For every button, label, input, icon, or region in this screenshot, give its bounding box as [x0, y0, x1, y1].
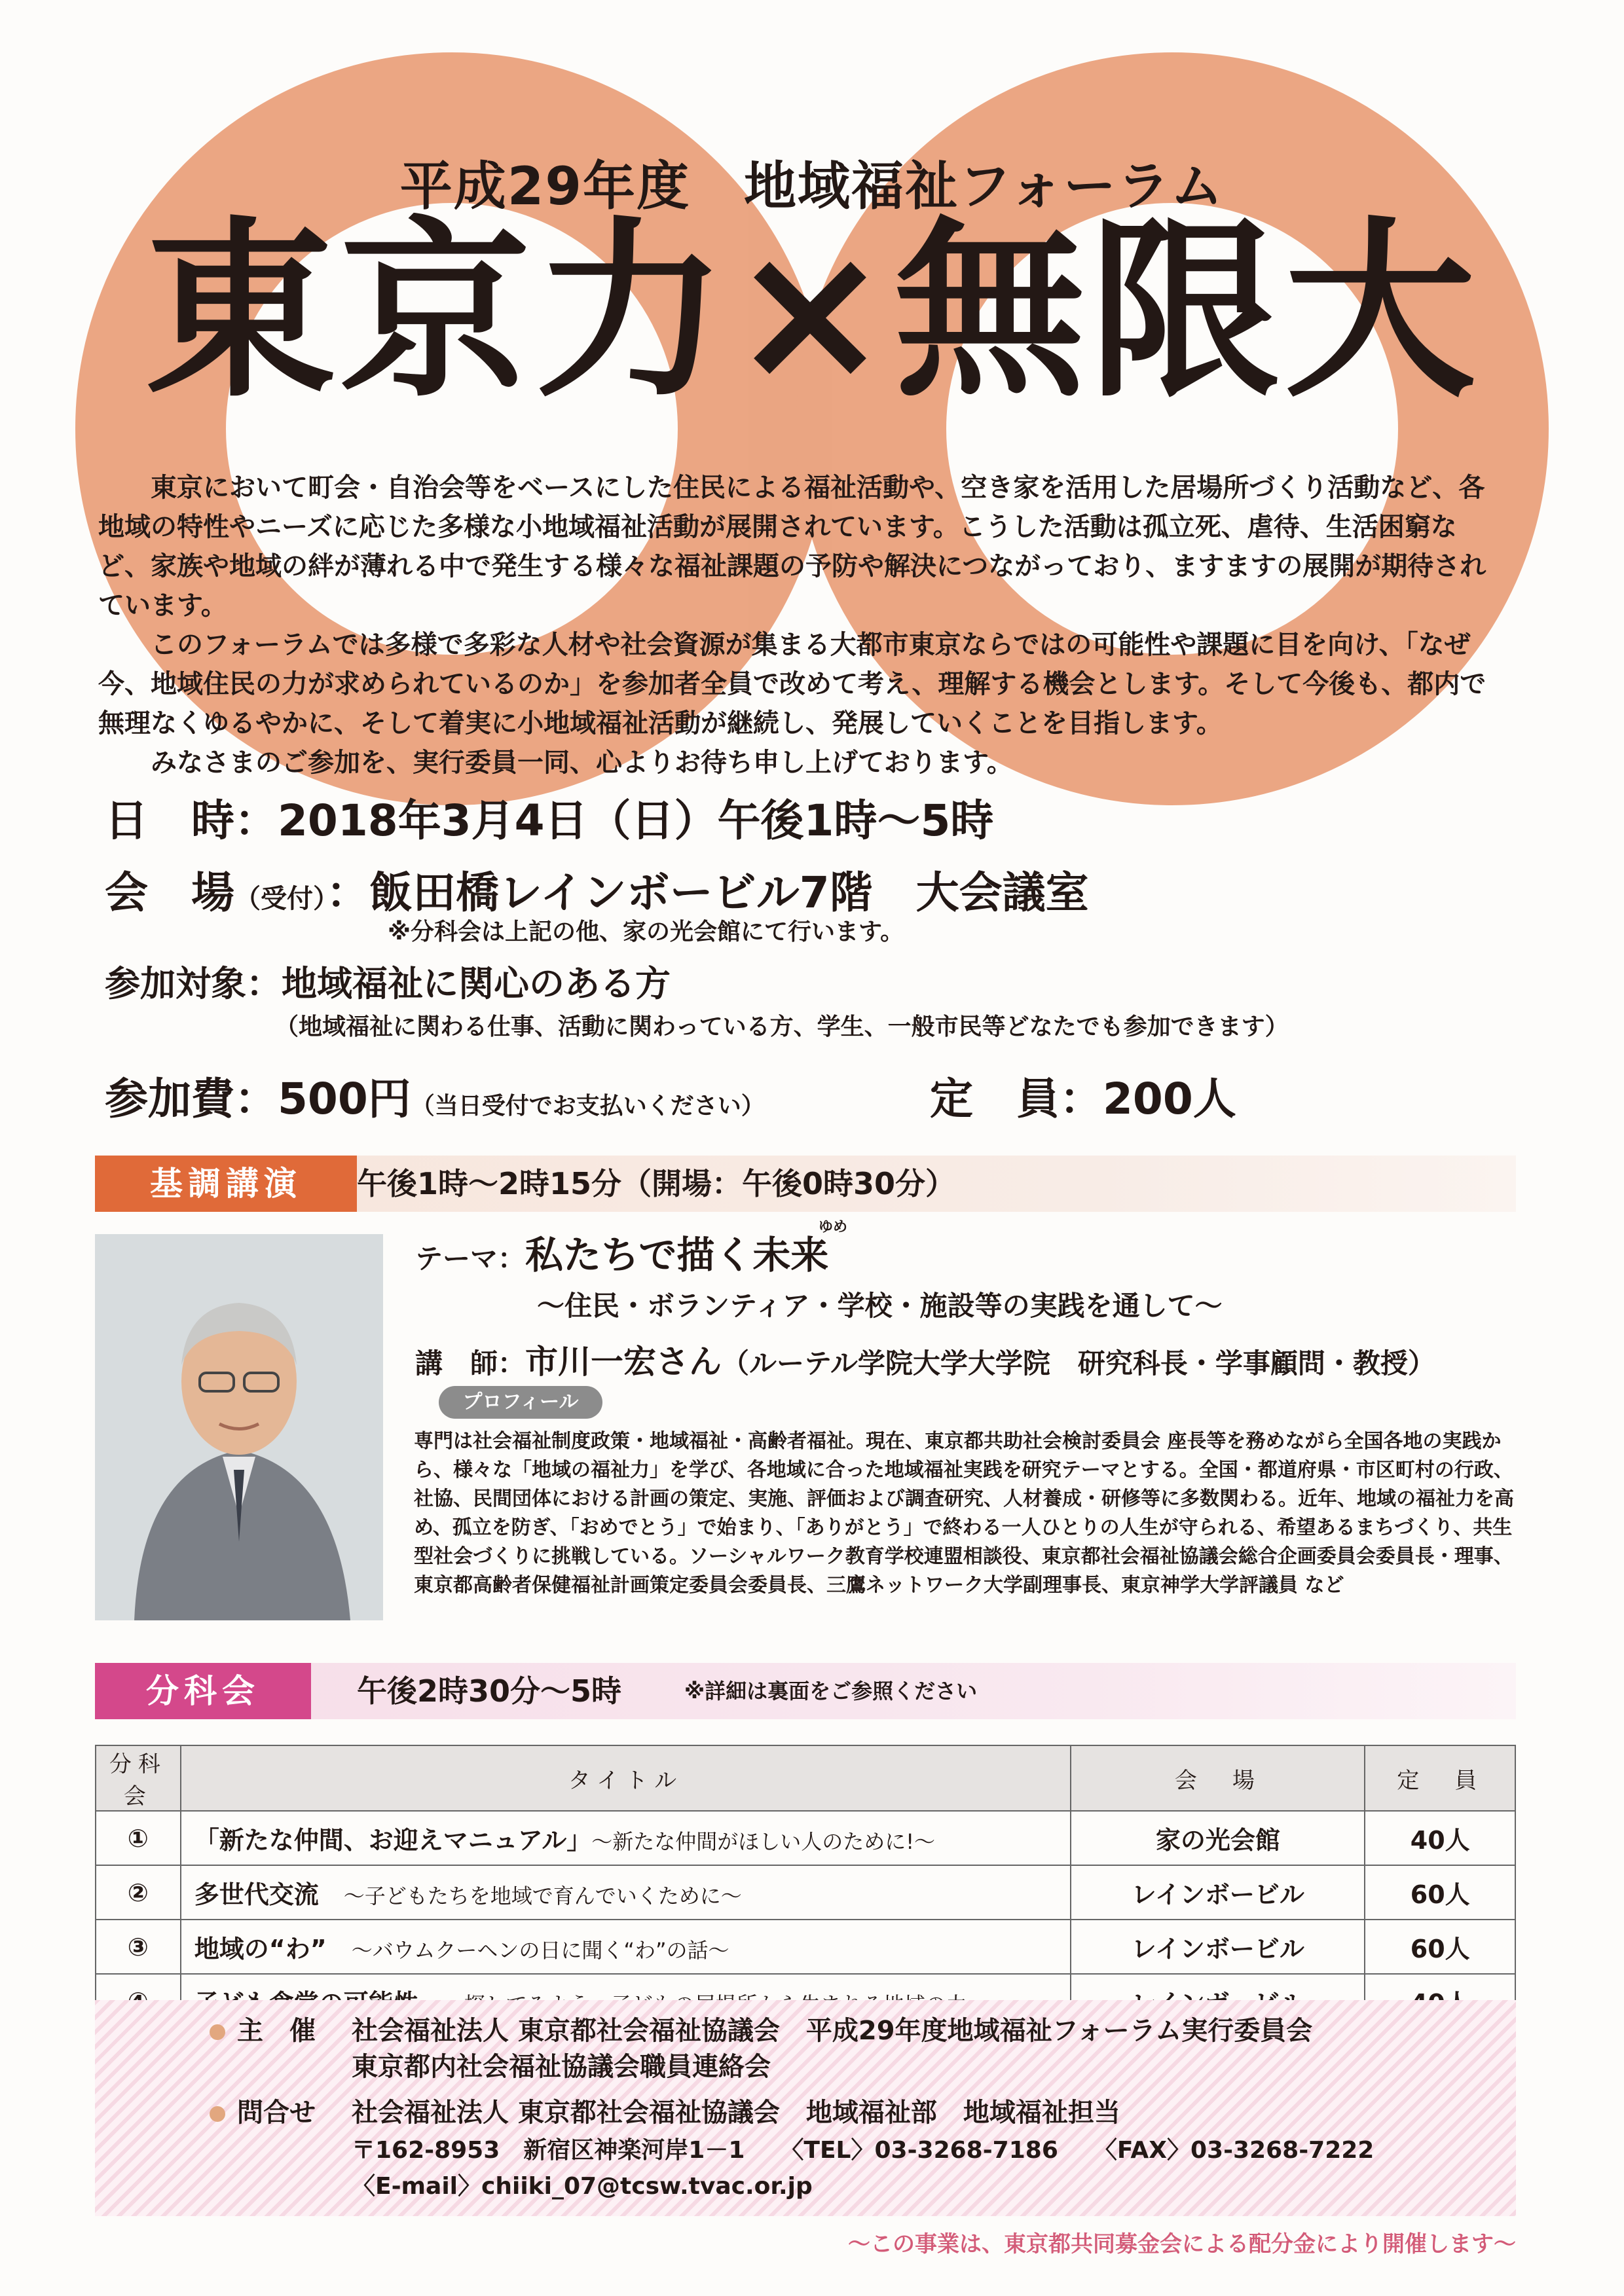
intro-paragraph-1: 東京において町会・自治会等をベースにした住民による福祉活動や、空き家を活用した居場所づくり活動など、各地域の特性やニーズに応じた多様な小地域福祉活動が展開されています。こうした活動は孤立死、虐待、生活困窮など、家族や地域の絆が薄れる中で発生する様々な福祉課題の予防や解決につながっており、ますますの展開が期待されています。	[98, 473, 1486, 621]
session-subtitle: ～バウムクーヘンの日に聞く“わ”の話～	[351, 1938, 729, 1963]
profile-text: 専門は社会福祉制度政策・地域福祉・高齢者福祉。現在、東京都共助社会検討委員会 座長等を務めながら全国各地の実践から、様々な「地域の福祉力」を学び、各地域に合った地域福祉実践を研究テーマとする。全国・都道府県・市区町村の行政、社協、民間団体における計画の策定、実施、評価および調査研究、人材養成・研修等に多数関わる。近年、地域の福祉力を高め、孤立を防ぎ、「おめでとう」で始まり、「ありがとう」で終わる一人ひとりの人生が守られる、希望あるまちづくり、共生型社会づくりに挑戦している。ソーシャルワーク教育学校連盟相談役、東京都社会福祉協議会総合企画委員会委員長・理事、東京都高齢者保健福祉計画策定委員会委員長、三鷹ネットワーク大学副理事長、東京神学大学評議員 など	[414, 1430, 1514, 1597]
session-number: ③	[96, 1920, 181, 1974]
forum-title: 東京力×無限大	[144, 200, 1480, 423]
session-title: 地域の“わ”	[194, 1935, 327, 1963]
date-value: 2018年3月4日（日）午後1時～5時	[278, 795, 994, 846]
contact-line-1: 社会福祉法人 東京都社会福祉協議会 地域福祉部 地域福祉担当	[352, 2098, 1120, 2128]
event-fee-row	[105, 1064, 765, 1126]
theme-label: テーマ：	[415, 1243, 526, 1275]
session-section-bar	[95, 1663, 1516, 1719]
event-capacity-row	[930, 1064, 1236, 1126]
intro-text	[98, 468, 1506, 782]
theme-title: 私たちで描く未来	[525, 1233, 829, 1277]
header-session: 分科会	[96, 1745, 181, 1811]
contact-details	[352, 2133, 1374, 2168]
header-venue: 会 場	[1071, 1745, 1365, 1811]
keynote-section-bar	[95, 1156, 1516, 1212]
contact-row	[210, 2095, 1120, 2130]
table-header-row	[96, 1745, 1515, 1811]
target-label: 参加対象：	[105, 963, 282, 1004]
host-row	[210, 2013, 1312, 2049]
session-capacity: 60人	[1365, 1865, 1515, 1920]
header-title: タイトル	[181, 1745, 1071, 1811]
venue-reception-label: （受付）	[234, 884, 326, 914]
table-row	[96, 1865, 1515, 1920]
intro-paragraph-2: このフォーラムでは多様で多彩な人材や社会資源が集まる大都市東京ならではの可能性や課題に目を向け、「なぜ今、地域住民の力が求められているのか」を参加者全員で改めて考え、理解する機会とします。そして今後も、都内で無理なくゆるやかに、そして着実に小地域福祉活動が継続し、発展していくことを目指します。	[98, 630, 1486, 738]
table-row	[96, 1811, 1515, 1865]
lecturer-portrait-icon	[95, 1234, 383, 1620]
session-number: ②	[96, 1865, 181, 1920]
venue-label: 会 場	[105, 867, 234, 918]
keynote-tag: 基調講演	[95, 1156, 357, 1212]
contact-label: 問合せ	[237, 2098, 316, 2128]
fee-value: 500円	[278, 1074, 411, 1124]
event-venue-row	[105, 858, 1089, 920]
session-subtitle: ～新たな仲間がほしい人のために!～	[591, 1829, 936, 1854]
session-capacity: 40人	[1365, 1811, 1515, 1865]
session-title-cell	[181, 1811, 1071, 1865]
lecturer-photo	[95, 1234, 383, 1620]
keynote-time: 午後1時～2時15分（開場：午後0時30分）	[357, 1166, 956, 1201]
session-title: 「新たな仲間、お迎えマニュアル」	[194, 1826, 592, 1855]
session-tag: 分科会	[95, 1663, 311, 1719]
session-title-cell	[181, 1865, 1071, 1920]
host-line-1: 社会福祉法人 東京都社会福祉協議会 平成29年度地域福祉フォーラム実行委員会	[352, 2016, 1313, 2046]
session-venue: レインボービル	[1071, 1920, 1365, 1974]
venue-note: ※分科会は上記の他、家の光会館にて行います。	[388, 919, 904, 945]
date-label: 日 時：	[105, 795, 278, 846]
session-capacity: 60人	[1365, 1920, 1515, 1974]
fee-note: （当日受付でお支払いください）	[411, 1093, 765, 1120]
contact-email[interactable]: 〈E-mail〉chiiki_07@tcsw.tvac.or.jp	[352, 2173, 813, 2200]
lecturer-label: 講 師：	[415, 1347, 526, 1379]
session-note: ※詳細は裏面をご参照ください	[684, 1679, 978, 1704]
fee-label: 参加費：	[105, 1074, 278, 1124]
contact-fax: 〈FAX〉03-3268-7222	[1105, 2137, 1375, 2164]
session-table	[95, 1745, 1516, 2029]
funding-footnote: ～この事業は、東京都共同募金会による配分金により開催します～	[848, 2231, 1516, 2257]
session-venue: レインボービル	[1071, 1865, 1365, 1920]
lecturer-row	[415, 1336, 1435, 1383]
bullet-dot-icon	[210, 2106, 225, 2122]
contact-address: 〒162-8953 新宿区神楽河岸1－1	[352, 2137, 745, 2164]
session-subtitle: ～子どもたちを地域で育んでいくために～	[343, 1884, 742, 1908]
target-note: （地域福祉に関わる仕事、活動に関わっている方、学生、一般市民等どなたでも参加できます）	[275, 1013, 1289, 1040]
theme-ruby: ゆめ	[819, 1219, 848, 1235]
lecturer-name: 市川一宏さん	[525, 1343, 722, 1381]
profile-badge: プロフィール	[439, 1386, 602, 1419]
session-venue: 家の光会館	[1071, 1811, 1365, 1865]
forum-subtitle: 平成29年度 地域福祉フォーラム	[399, 156, 1225, 217]
contact-tel: 〈TEL〉03-3268-7186	[792, 2137, 1058, 2164]
table-row	[96, 1920, 1515, 1974]
session-title: 多世代交流	[194, 1880, 319, 1909]
session-time: 午後2時30分～5時	[357, 1673, 622, 1709]
capacity-label: 定 員：	[930, 1074, 1103, 1124]
session-title-cell	[181, 1920, 1071, 1974]
theme-subtitle: ～住民・ボランティア・学校・施設等の実践を通して～	[537, 1290, 1223, 1322]
lecturer-affiliation: （ルーテル学院大学大学院 研究科長・学事顧問・教授）	[722, 1347, 1435, 1379]
session-number: ①	[96, 1811, 181, 1865]
host-line-2: 東京都内社会福祉協議会職員連絡会	[352, 2052, 771, 2082]
header-capacity: 定 員	[1365, 1745, 1515, 1811]
host-label: 主 催	[237, 2016, 316, 2046]
venue-value: ：飯田橋レインボービル7階 大会議室	[326, 867, 1089, 918]
target-value: 地域福祉に関心のある方	[282, 963, 671, 1004]
capacity-value: 200人	[1103, 1074, 1236, 1124]
bullet-dot-icon	[210, 2024, 225, 2040]
theme-row	[415, 1224, 828, 1279]
event-date-row	[105, 786, 993, 848]
event-target-row	[105, 956, 671, 1006]
intro-paragraph-3: みなさまのご参加を、実行委員一同、心よりお待ち申し上げております。	[151, 748, 1013, 778]
